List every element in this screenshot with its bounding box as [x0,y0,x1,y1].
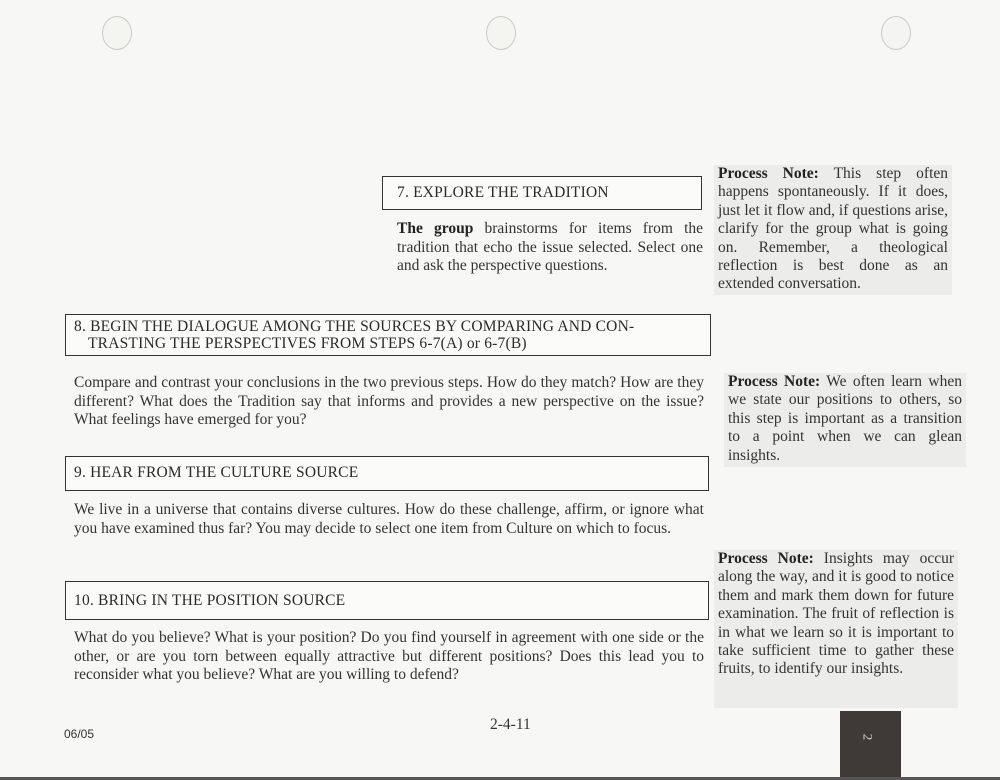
section-tab [840,711,901,780]
section-9-body-text: We live in a universe that contains diverse cultures. How do these challenge, affirm, or ignore what you have examined thus far? You may decide to select one item from Culture on which to focus. [74,501,704,537]
section-7-heading [382,176,702,210]
binder-hole-left [102,16,132,50]
binder-hole-center [486,16,516,50]
page-number: 2-4-11 [490,716,531,733]
process-note-1 [714,165,952,295]
section-8-body-text: Compare and contrast your conclusions in the two previous steps. How do they match? How are they different? What does the Tradition say that informs and provides a new perspective on the issue? What feelings have emerged for you? [74,374,704,429]
section-9-heading-text: 9. HEAR FROM THE CULTURE SOURCE [74,464,359,481]
revision-date: 06/05 [64,727,95,741]
section-7-body [397,220,703,276]
process-note-3-label: Process Note: [718,550,814,567]
process-note-2-text: We often learn when we state our positions to others, so this step is important as a transition to a point when we can glean insights. [728,373,962,464]
section-10-body-text: What do you believe? What is your position? Do you find yourself in agreement with one side or the other, or are you torn between equally attractive but different positions? Does this lead you to reconsider what you believe? What are you willing to defend? [74,629,704,684]
section-10-heading [65,581,709,620]
section-8-heading [65,314,711,356]
section-8-heading-line2: TRASTING THE PERSPECTIVES FROM STEPS 6-7(A) or 6-7(B) [88,335,527,352]
section-10-body [74,629,704,685]
section-7-body-text: brainstorms for items from the tradition that echo the issue selected. Select one and ask the perspective questions. [397,220,704,275]
section-8-body [74,374,704,430]
process-note-1-label: Process Note: [718,165,819,182]
section-7-heading-text: 7. EXPLORE THE TRADITION [397,184,609,201]
process-note-3-text: Insights may occur along the way, and it is good to notice them and mark them down for future examination. The fruit of reflection is in what we learn so it is important to take sufficient time to gather these fruits, to identify our insights. [718,550,954,678]
process-note-3 [714,550,958,708]
process-note-1-text: This step often happens spontaneously. If it does, just let it flow and, if questions arise, clarify for the group what is going on. Remember, a theological reflection is best done as an extended conversation. [718,165,949,293]
section-10-heading-text: 10. BRING IN THE POSITION SOURCE [74,592,346,609]
section-tab-number: 2 [860,733,876,741]
section-9-body [74,501,704,538]
binder-hole-right [881,16,911,50]
section-9-heading [65,456,709,491]
process-note-2 [724,373,966,467]
section-8-heading-line1: 8. BEGIN THE DIALOGUE AMONG THE SOURCES BY COMPARING AND CON- [74,318,635,335]
section-7-lead: The group [397,220,474,237]
process-note-2-label: Process Note: [728,373,821,390]
